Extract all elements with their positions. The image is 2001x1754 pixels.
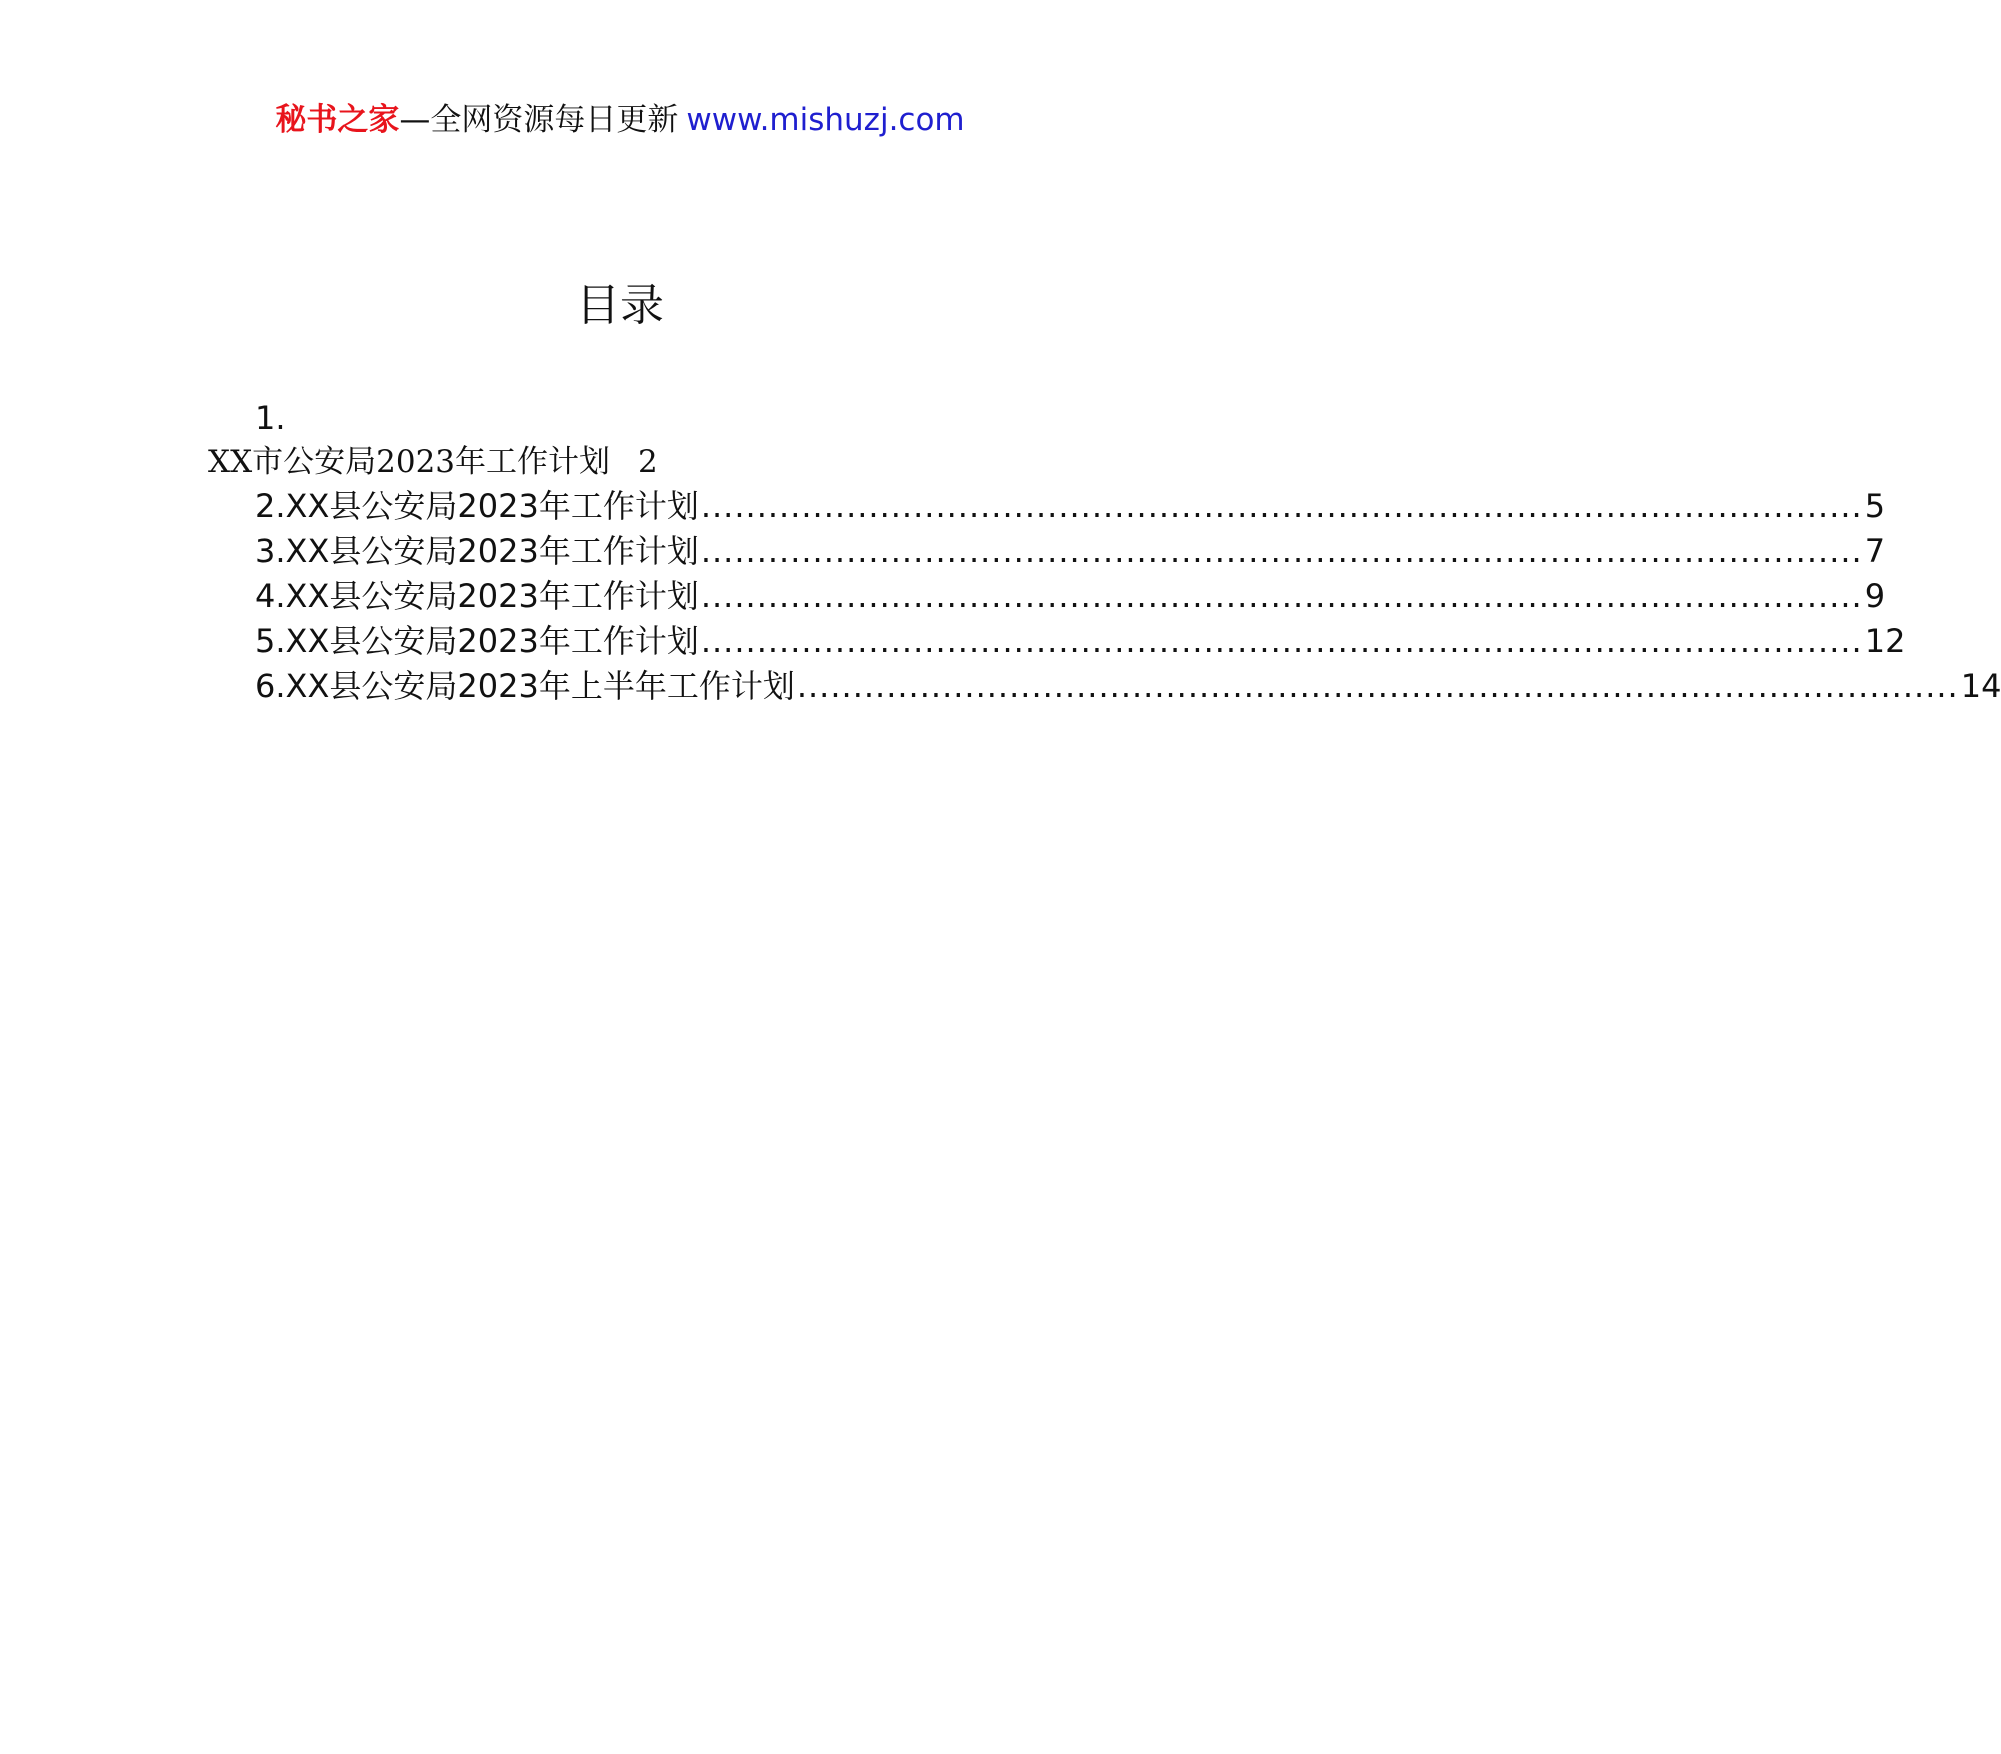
toc-item-2[interactable] bbox=[255, 484, 1886, 528]
toc-item-page: 5 bbox=[1864, 487, 1886, 525]
toc-dot-leader: ........................................................................................................ bbox=[700, 532, 1863, 570]
toc-dot-leader: ........................................................................................................ bbox=[700, 622, 1863, 660]
toc-item-label: 3.XX县公安局2023年工作计划 bbox=[255, 532, 699, 570]
toc-item-page: 14 bbox=[1960, 667, 2001, 705]
toc-item-1[interactable] bbox=[208, 440, 658, 484]
brand-name: 秘书之家 bbox=[275, 102, 400, 138]
toc-item-6[interactable] bbox=[255, 664, 2001, 708]
toc-item-label: XX市公安局2023年工作计划 bbox=[208, 444, 611, 480]
toc-title: 目录 bbox=[576, 280, 664, 331]
toc-item-label: 5.XX县公安局2023年工作计划 bbox=[255, 622, 699, 660]
toc-item-4[interactable] bbox=[255, 574, 1886, 618]
toc-item-3[interactable] bbox=[255, 529, 1886, 573]
toc-item-page: 12 bbox=[1864, 622, 1906, 660]
toc-dot-leader: ........................................................................................................ bbox=[796, 667, 1959, 705]
site-url-link[interactable]: www.mishuzj.com bbox=[686, 102, 965, 138]
toc-item-label: 4.XX县公安局2023年工作计划 bbox=[255, 577, 699, 615]
toc-dot-leader: ........................................................................................................ bbox=[700, 577, 1863, 615]
toc-item-5[interactable] bbox=[255, 619, 1906, 663]
toc-item-page: 9 bbox=[1864, 577, 1886, 615]
site-header bbox=[0, 100, 1240, 140]
toc-item-label: 6.XX县公安局2023年上半年工作计划 bbox=[255, 667, 795, 705]
toc-item-label: 2.XX县公安局2023年工作计划 bbox=[255, 487, 699, 525]
toc-item-page: 7 bbox=[1864, 532, 1886, 570]
toc-dot-leader: ........................................................................................................ bbox=[700, 487, 1863, 525]
header-tagline: —全网资源每日更新 bbox=[399, 102, 679, 138]
toc-item-page: 2 bbox=[638, 444, 658, 480]
toc-item-1-number[interactable]: 1. bbox=[255, 399, 286, 437]
